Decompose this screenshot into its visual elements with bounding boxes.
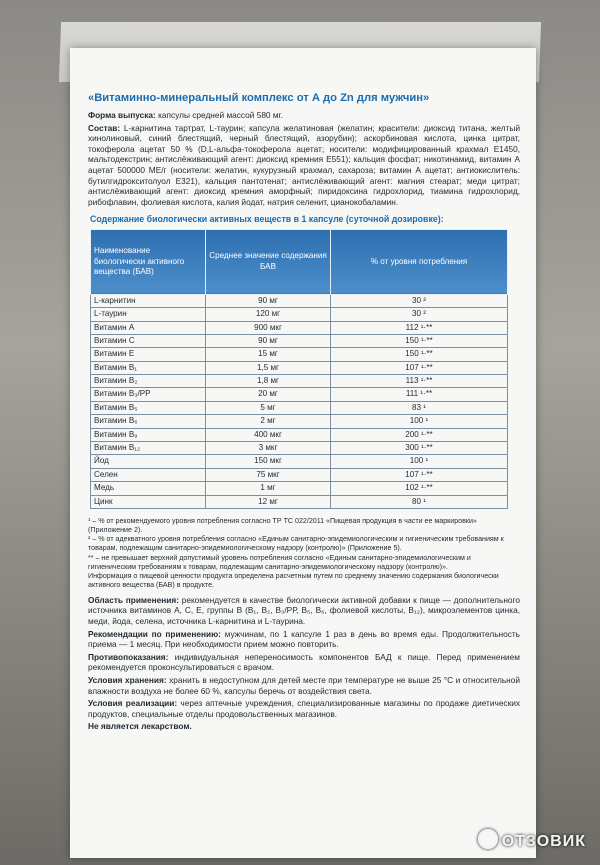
table-row bbox=[91, 334, 508, 347]
cell-value: 1,5 мг bbox=[206, 361, 331, 374]
nutrient-table bbox=[90, 229, 508, 509]
cell-value: 15 мг bbox=[206, 348, 331, 361]
composition bbox=[88, 123, 520, 208]
cell-percent: 83 ¹ bbox=[331, 401, 508, 414]
table-row bbox=[91, 468, 508, 481]
cell-percent: 107 ¹·** bbox=[331, 468, 508, 481]
release-form-label: Форма выпуска: bbox=[88, 110, 156, 120]
cell-value: 75 мкг bbox=[206, 468, 331, 481]
cell-value: 3 мкг bbox=[206, 442, 331, 455]
storage-label: Условия хранения: bbox=[88, 675, 167, 685]
cell-percent: 150 ¹·** bbox=[331, 334, 508, 347]
storage bbox=[88, 675, 520, 696]
table-row bbox=[91, 442, 508, 455]
cell-percent: 300 ¹·** bbox=[331, 442, 508, 455]
sales bbox=[88, 698, 520, 719]
cell-substance: Селен bbox=[91, 468, 206, 481]
table-row bbox=[91, 348, 508, 361]
table-row bbox=[91, 455, 508, 468]
table-row bbox=[91, 294, 508, 307]
cell-substance: L-таурин bbox=[91, 308, 206, 321]
watermark-text: ОТЗОВИК bbox=[501, 833, 586, 850]
footnote-3: ** – не превышает верхний допустимый уровень потребления согласно «Единым санитарно-эпидемиологическим и гигиеническим требованиям к товарам, подлежащим санитарно-эпидемиологическому надзору (контролю)». bbox=[88, 553, 471, 571]
cell-percent: 80 ¹ bbox=[331, 495, 508, 508]
cell-substance: Витамин В₆ bbox=[91, 415, 206, 428]
table-row bbox=[91, 482, 508, 495]
cell-substance: Йод bbox=[91, 455, 206, 468]
cell-substance: Витамин В₁ bbox=[91, 361, 206, 374]
table-row bbox=[91, 375, 508, 388]
table-row bbox=[91, 308, 508, 321]
composition-text: L-карнитина тартрат, L-таурин; капсула желатиновая (желатин; красители: диоксид титана, желтый хинолиновый, синий блестящий, черный блестящий, азорубин); аскорбиновая кислота, цинка цитрат, токоферола ацетат 50 % (D,L-альфа-токоферола ацетат; носители: модифицированный крахмал Е1450, мальтодекстрин; антислёживающий агент: диоксид кремния Е551); кальция фосфат; никотинамид, витамин А ацетат 500000 МЕ/г (носители: желатин, кукурузный крахмал, сахароза; витамин А ацетат; антиокислитель: бутилгидрокситолуол Е321), кальция пантотенат; антислёживающий агент: магния стеарат; меди цитрат; антислёживающий агент: диоксид кремния аморфный; пиридоксина гидрохлорид, тиамина гидрохлорид, рибофлавин, фолиевая кислота, калия йодат, натрия селенит, цианокобаламин. bbox=[88, 122, 520, 207]
cell-substance: Витамин В₃/РР bbox=[91, 388, 206, 401]
cell-percent: 200 ¹·** bbox=[331, 428, 508, 441]
sales-text: через аптечные учреждения, специализированные магазины по продаже диетических продуктов, специальные отделы продовольственных магазинов. bbox=[88, 698, 520, 719]
cell-substance: Витамин В₉ bbox=[91, 428, 206, 441]
usage-label: Рекомендации по применению: bbox=[88, 628, 221, 639]
watermark-logo-icon bbox=[478, 829, 498, 849]
cell-value: 400 мкг bbox=[206, 428, 331, 441]
cell-value: 90 мг bbox=[206, 294, 331, 307]
cell-substance: Цинк bbox=[91, 495, 206, 508]
package-label bbox=[70, 48, 536, 858]
contra-text: индивидуальная непереносимость компонентов БАД к пище. Перед применением рекомендуется проконсультироваться с врачом. bbox=[88, 651, 520, 673]
contra-label: Противопоказания: bbox=[88, 651, 169, 662]
cell-substance: Медь bbox=[91, 482, 206, 495]
cell-percent: 107 ¹·** bbox=[331, 361, 508, 374]
release-form bbox=[88, 110, 520, 121]
application-label: Область применения: bbox=[88, 594, 180, 605]
contraindications bbox=[88, 652, 520, 673]
table-row bbox=[91, 361, 508, 374]
cell-substance: Витамин Е bbox=[91, 348, 206, 361]
composition-label: Состав: bbox=[88, 122, 121, 133]
cell-value: 150 мкг bbox=[206, 455, 331, 468]
cell-substance: Витамин В₂ bbox=[91, 375, 206, 388]
cell-substance: Витамин В₅ bbox=[91, 401, 206, 414]
footnote-2: ² – % от адекватного уровня потребления согласно «Единым санитарно-эпидемиологическим и гигиеническим требованиям к товарам, подлежащим санитарно-эпидемиологическому надзору (контролю)» (Приложение 5). bbox=[88, 535, 504, 553]
cell-percent: 30 ² bbox=[331, 308, 508, 321]
header-average: Среднее значение содержания БАВ bbox=[206, 229, 331, 294]
table-body bbox=[91, 294, 508, 508]
cell-percent: 102 ¹·** bbox=[331, 482, 508, 495]
cell-value: 900 мкг bbox=[206, 321, 331, 334]
cell-value: 12 мг bbox=[206, 495, 331, 508]
cell-value: 1,8 мг bbox=[206, 375, 331, 388]
footnote-4: Информация о пищевой ценности продукта определена расчетным путем по среднему значению содержания биологически активного вещества (БАВ) в продукте. bbox=[88, 572, 499, 590]
table-row bbox=[91, 401, 508, 414]
footnotes bbox=[88, 517, 520, 590]
cell-value: 1 мг bbox=[206, 482, 331, 495]
cell-percent: 113 ¹·** bbox=[331, 375, 508, 388]
sales-label: Условия реализации: bbox=[88, 698, 178, 709]
cell-value: 90 мг bbox=[206, 334, 331, 347]
cell-percent: 30 ² bbox=[331, 294, 508, 307]
table-row bbox=[91, 428, 508, 441]
cell-percent: 150 ¹·** bbox=[331, 348, 508, 361]
application-text: рекомендуется в качестве биологически активной добавки к пище — дополнительного источника витаминов А, С, Е, группы В (В₁, В₂, В₃/РР, В₅, В₆, фолиевой кислоты, В₁₂), микроэлементов цинка, меди, йода, селена, источника L-карнитина и L-таурина. bbox=[88, 594, 520, 626]
header-substance: Наименование биологически активного вещества (БАВ) bbox=[91, 229, 206, 294]
table-row bbox=[91, 321, 508, 334]
usage-text: мужчинам, по 1 капсуле 1 раз в день во время еды. Продолжительность приема — 1 месяц. При необходимости прием можно повторить. bbox=[88, 628, 520, 650]
storage-text: хранить в недоступном для детей месте при температуре не выше 25 °С и относительной влажности воздуха не более 60 %, капсулы беречь от воздействия света. bbox=[88, 675, 521, 696]
cell-percent: 112 ¹·** bbox=[331, 321, 508, 334]
footnote-1: ¹ – % от рекомендуемого уровня потребления согласно ТР ТС 022/2011 «Пищевая продукция в части ее маркировки» (Приложение 2). bbox=[88, 516, 477, 534]
usage bbox=[88, 629, 520, 650]
cell-substance: L-карнитин bbox=[91, 294, 206, 307]
cell-percent: 100 ¹ bbox=[331, 415, 508, 428]
cell-value: 2 мг bbox=[206, 415, 331, 428]
cell-value: 20 мг bbox=[206, 388, 331, 401]
header-percent: % от уровня потребления bbox=[331, 229, 508, 294]
cell-substance: Витамин В₁₂ bbox=[91, 442, 206, 455]
table-header-row bbox=[91, 229, 508, 294]
table-title: Содержание биологически активных веществ в 1 капсуле (суточной дозировке): bbox=[90, 214, 444, 225]
cell-percent: 100 ¹ bbox=[331, 455, 508, 468]
cell-value: 5 мг bbox=[206, 401, 331, 414]
table-row bbox=[91, 388, 508, 401]
application bbox=[88, 595, 520, 627]
watermark bbox=[478, 829, 586, 851]
cell-value: 120 мг bbox=[206, 308, 331, 321]
release-form-text: капсулы средней массой 580 мг. bbox=[158, 110, 283, 120]
table-row bbox=[91, 495, 508, 508]
cell-percent: 111 ¹·** bbox=[331, 388, 508, 401]
not-medicine: Не является лекарством. bbox=[88, 721, 192, 732]
table-row bbox=[91, 415, 508, 428]
cell-substance: Витамин А bbox=[91, 321, 206, 334]
cell-substance: Витамин С bbox=[91, 334, 206, 347]
product-title: «Витаминно-минеральный комплекс от А до Zn для мужчин» bbox=[88, 92, 430, 104]
label-content bbox=[88, 110, 520, 734]
